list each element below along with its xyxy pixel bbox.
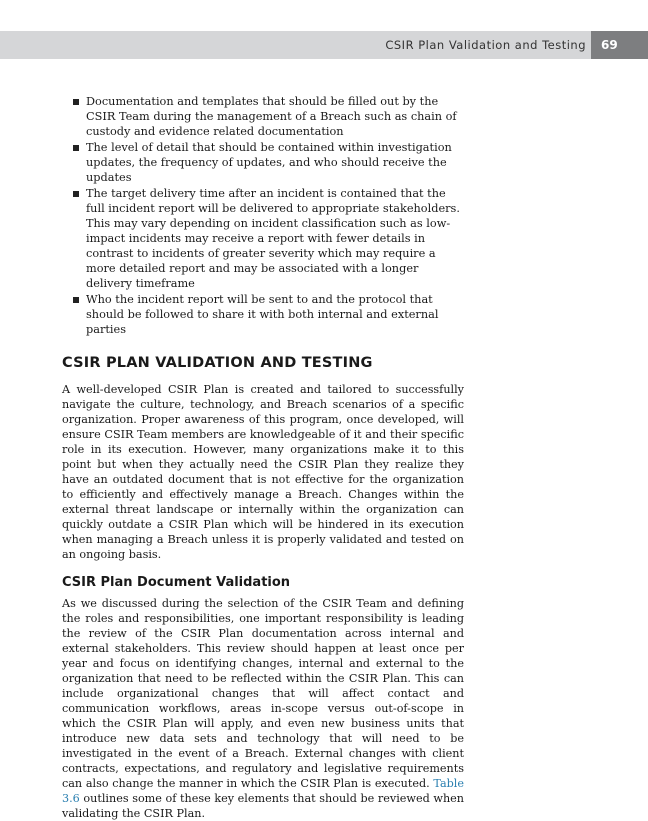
running-head: CSIR Plan Validation and Testing [385, 38, 586, 52]
paragraph-text-before-ref: As we discussed during the selection of the CSIR Team and defining the roles and responsibilities, one important responsibility is leading the review of the CSIR Plan documentation across internal and external stakeholders. This review should happen at least once per year and focus on identifying changes, internal and external to the organization that need to be reflected within the CSIR Plan. This can include organizational changes that will affect contact and communication workflows, areas in-scope versus out-of-scope in which the CSIR Plan will apply, and even new business units that introduce new data sets and technology that will need to be investigated in the event of a Breach. External changes with client contracts, expectations, and regulatory and legislative requirements can also change the manner in which the CSIR Plan is executed. [62, 597, 464, 790]
section-heading: CSIR PLAN VALIDATION AND TESTING [62, 355, 373, 371]
list-item [62, 186, 464, 291]
square-bullet-icon [73, 145, 79, 151]
list-item-text: Documentation and templates that should be filled out by the CSIR Team during the management of a Breach such as chain of custody and evidence related documentation [86, 95, 457, 138]
subsection-heading: CSIR Plan Document Validation [62, 575, 291, 590]
subsection-paragraph [62, 596, 464, 821]
square-bullet-icon [73, 297, 79, 303]
list-item [62, 140, 464, 185]
list-item [62, 94, 464, 139]
list-item-text: The target delivery time after an incident is contained that the full incident report will be delivered to appropriate stakeholders. This may vary depending on incident classification such as low-impact incidents may receive a report with fewer details in contrast to incidents of greater severity which may require a more detailed report and may be associated with a longer delivery timeframe [86, 187, 460, 290]
section-paragraph: A well-developed CSIR Plan is created and tailored to successfully navigate the culture, technology, and Breach scenarios of a specific organization. Proper awareness of this program, once developed, will ensure CSIR Team members are knowledgeable of it and their specific role in its execution. However, many organizations make it to this point but when they actually need the CSIR Plan they realize they have an outdated document that is not effective for the organization to efficiently and effectively manage a Breach. Changes within the external threat landscape or internally within the organization can quickly outdate a CSIR Plan which will be hindered in its execution when managing a Breach unless it is properly validated and tested on an ongoing basis. [62, 383, 464, 561]
paragraph-text-after-ref: outlines some of these key elements that should be reviewed when validating the CSIR Plan. [62, 792, 464, 820]
square-bullet-icon [73, 99, 79, 105]
table-reference-link[interactable]: Table 3.6 [62, 777, 464, 805]
page-number: 69 [591, 31, 648, 59]
bullet-list [62, 94, 464, 337]
list-item-text: Who the incident report will be sent to and the protocol that should be followed to share it with both internal and external parties [86, 293, 439, 336]
square-bullet-icon [73, 191, 79, 197]
list-item-text: The level of detail that should be contained within investigation updates, the frequency of updates, and who should receive the updates [86, 141, 452, 184]
page-content [62, 94, 464, 821]
list-item [62, 292, 464, 337]
